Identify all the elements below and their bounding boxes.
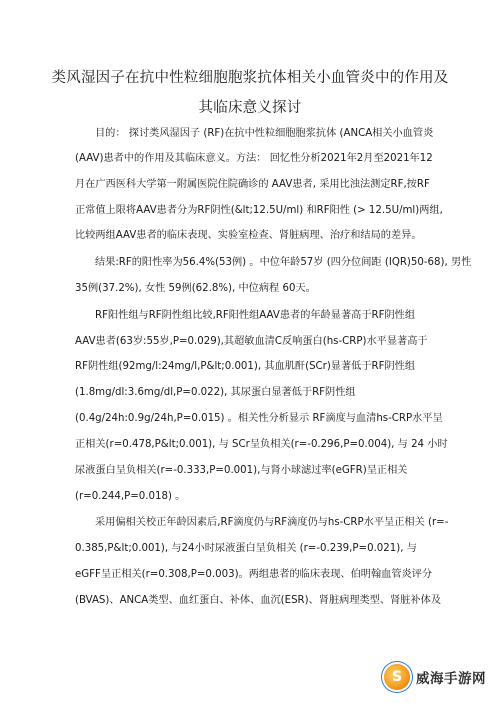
paragraph-line: RF阳性组与RF阴性组比较,RF阳性组AAV患者的年龄显著高于RF阴性组 <box>95 310 416 321</box>
paragraph-line: 目的： 探讨类风湿因子 (RF)在抗中性粒细胞胞浆抗体 (ANCA相关小血管炎 <box>95 128 434 139</box>
paragraph-line: AAV患者(63岁:55岁,P=0.029),其超敏血清C反响蛋白(hs-CRP)水平显著高于 <box>75 336 428 347</box>
site-watermark <box>384 662 486 692</box>
paragraph-line: 尿液蛋白呈负相关(r=-0.333,P=0.001),与肾小球滤过率(eGFR)呈正相关 <box>75 465 408 476</box>
paragraph-line: (1.8mg/dl:3.6mg/dl,P=0.022), 其尿蛋白显著低于RF阴性组 <box>75 387 356 398</box>
paragraph-line: (BVAS)、ANCA类型、血红蛋白、补体、血沉(ESR)、肾脏病理类型、肾脏补体及 <box>75 595 442 606</box>
paragraph-line: 结果:RF的阳性率为56.4%(53例) 。中位年龄57岁 (四分位间距 (IQR)50-68), 男性 <box>95 257 472 268</box>
paragraph-line: 比较两组AAV患者的临床表现、实验室检查、肾脏病理、治疗和结局的差异。 <box>75 230 422 241</box>
paragraph-line: 采用偏相关校正年龄因素后,RF滴度仍与RF滴度仍与hs-CRP水平呈正相关 (r=- <box>95 517 449 528</box>
paragraph-line: (r=0.244,P=0.018) 。 <box>75 491 186 502</box>
paragraph-line: 0.385,P&lt;0.001), 与24小时尿液蛋白呈负相关 (r=-0.239,P=0.021), 与 <box>75 543 417 554</box>
paragraph-line: (AAV)患者中的作用及其临床意义。方法： 回忆性分析2021年2月至2021年12 <box>75 153 433 164</box>
paragraph-line: eGFF呈正相关(r=0.308,P=0.003)。两组患者的临床表现、伯明翰血管炎评分 <box>75 569 433 580</box>
watermark-text: 威海手游网 <box>416 671 486 687</box>
paragraph-line: (0.4g/24h:0.9g/24h,P=0.015) 。相关性分析显示 RF滴度与血清hs-CRP水平呈 <box>75 413 443 424</box>
watermark-logo-icon: S <box>384 664 410 690</box>
paragraph-line: 正相关(r=0.478,P&lt;0.001), 与 SCr呈负相关(r=-0.296,P=0.004), 与 24 小时 <box>75 439 448 450</box>
paragraph-line: 35例(37.2%), 女性 59例(62.8%), 中位病程 60天。 <box>75 283 316 294</box>
document-title-line-2: 其临床意义探讨 <box>198 100 302 116</box>
paragraph-line: RF阴性组(92mg/l:24mg/l,P&lt;0.001), 其血肌酐(SCr)显著低于RF阴性组 <box>75 361 416 372</box>
paragraph-line: 月在广西医科大学第一附属医院住院确诊的 AAV患者, 采用比浊法测定RF,按RF <box>75 179 430 190</box>
paragraph-line: 正常值上限将AAV患者分为RF阴性(&lt;12.5U/ml) 和RF阳性 (> 12.5U/ml)两组, <box>75 205 443 216</box>
document-title-line-1: 类风湿因子在抗中性粒细胞胞浆抗体相关小血管炎中的作用及 <box>51 70 449 86</box>
